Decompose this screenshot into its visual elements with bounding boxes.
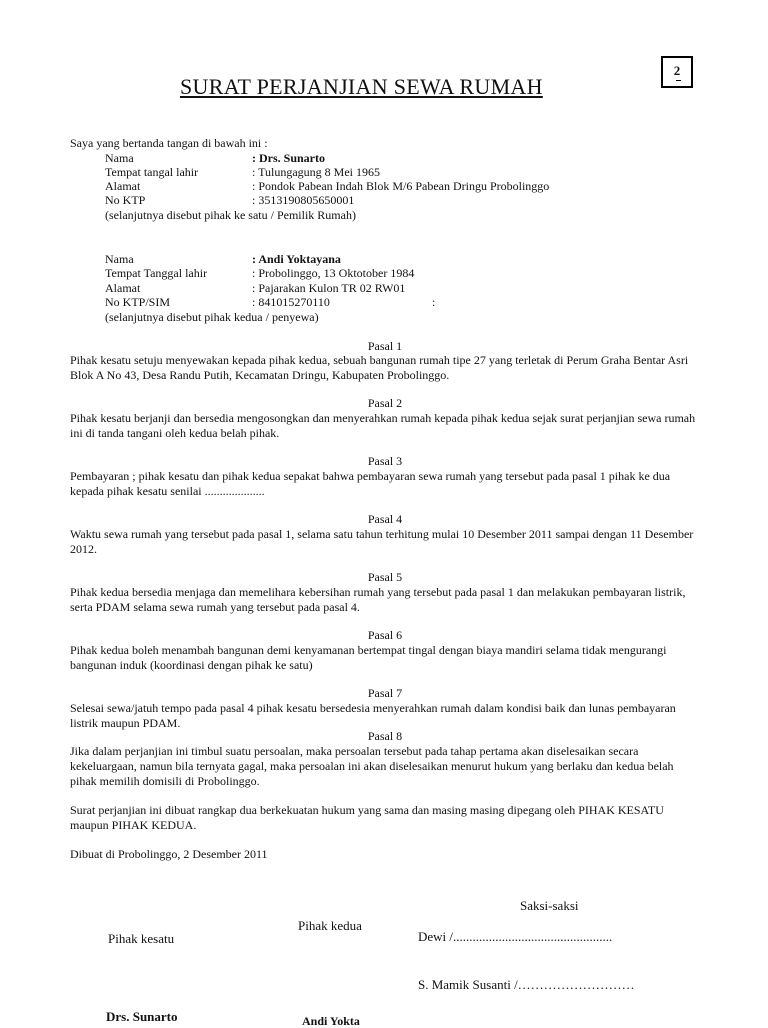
party1-ktp-value: : 3513190805650001	[252, 193, 355, 207]
party2-signature-label: Pihak kedua	[298, 918, 362, 933]
party1-name-label: Nama	[105, 151, 134, 165]
pasal-2-heading: Pasal 2	[367, 396, 403, 410]
place-date: Dibuat di Probolinggo, 2 Desember 2011	[70, 847, 268, 861]
party1-signature-name: Drs. Sunarto	[106, 1009, 178, 1024]
party2-signature-name: Andi Yokta	[302, 1014, 360, 1028]
party2-address-label: Alamat	[105, 281, 141, 295]
party1-signature-label: Pihak kesatu	[108, 931, 175, 946]
pasal-3-text: Pembayaran ; pihak kesatu dan pihak kedua sepakat bahwa pembayaran sewa rumah yang tersebut pada pasal 1 pihak ke dua kepada pihak kesatu senilai ....................	[70, 469, 671, 498]
pasal-3-heading: Pasal 3	[367, 454, 403, 468]
party1-address-label: Alamat	[105, 179, 141, 193]
pasal-6-heading: Pasal 6	[367, 628, 403, 642]
pasal-4-heading: Pasal 4	[367, 512, 403, 526]
party2-birth-label: Tempat Tanggal lahir	[105, 266, 208, 280]
party1-birth-value: : Tulungagung 8 Mei 1965	[252, 165, 381, 179]
pasal-7-text: Selesai sewa/jatuh tempo pada pasal 4 pihak kesatu bersedesia menyerahkan rumah dalam kondisi baik dan lunas pembayaran listrik maupun PDAM.	[70, 701, 676, 730]
pasal-1-heading: Pasal 1	[367, 339, 403, 353]
pasal-2-text: Pihak kesatu berjanji dan bersedia mengosongkan dan menyerahkan rumah kepada pihak kedua sejak surat perjanjian sewa rumah ini di tanda tangani oleh kedua belah pihak.	[70, 411, 696, 440]
witnesses-heading: Saksi-saksi	[520, 898, 579, 913]
party1-address-value: : Pondok Pabean Indah Blok M/6 Pabean Dringu Probolinggo	[252, 179, 550, 193]
pasal-4-text: Waktu sewa rumah yang tersebut pada pasal 1, selama satu tahun terhitung mulai 10 Desember 2011 sampai dengan 11 Desember 2012.	[70, 527, 694, 556]
party2-birth-value: : Probolinggo, 13 Oktotober 1984	[252, 266, 415, 280]
party1-birth-label: Tempat tangal lahir	[105, 165, 199, 179]
pasal-5-heading: Pasal 5	[367, 570, 403, 584]
pasal-7-heading: Pasal 7	[367, 686, 403, 700]
intro-text: Saya yang bertanda tangan di bawah ini :	[70, 136, 268, 150]
closing-text: Surat perjanjian ini dibuat rangkap dua berkekuatan hukum yang sama dan masing masing dipegang oleh PIHAK KESATU maupun PIHAK KEDUA.	[70, 803, 664, 832]
document-title: SURAT PERJANJIAN SEWA RUMAH	[180, 74, 543, 99]
party1-ktp-label: No KTP	[105, 193, 146, 207]
page-number: 2	[673, 63, 681, 78]
pasal-8-text: Jika dalam perjanjian ini timbul suatu persoalan, maka persoalan tersebut pada tahap pertama akan diselesaikan secara kekeluargaan, namun bila ternyata gagal, maka persoalan ini akan diselesaikan menurut hukum yang berlaku dan kedua belah pihak memilih domisili di Probolinggo.	[70, 744, 674, 788]
party2-name-label: Nama	[105, 252, 134, 266]
page-number-underline	[676, 80, 681, 81]
party2-stray-colon: :	[432, 295, 436, 309]
party1-note: (selanjutnya disebut pihak ke satu / Pemilik Rumah)	[105, 208, 356, 222]
party2-ktp-label: No KTP/SIM	[105, 295, 171, 309]
party2-name-value: : Andi Yoktayana	[252, 252, 341, 266]
pasal-1-text: Pihak kesatu setuju menyewakan kepada pihak kedua, sebuah bangunan rumah tipe 27 yang terletak di Perum Graha Bentar Asri Blok A No 43, Desa Randu Putih, Kecamatan Dringu, Kabupaten Probolinggo.	[70, 353, 689, 382]
witness-2-line: S. Mamik Susanti /………………………	[418, 977, 635, 992]
party2-note: (selanjutnya disebut pihak kedua / penyewa)	[105, 310, 319, 324]
party2-ktp-value: : 841015270110	[252, 295, 330, 309]
pasal-5-text: Pihak kedua bersedia menjaga dan memelihara kebersihan rumah yang tersebut pada pasal 1 dan melakukan pembayaran listrik, serta PDAM selama sewa rumah yang tersebut pada pasal 4.	[70, 585, 686, 614]
pasal-8-heading: Pasal 8	[367, 729, 403, 743]
page-number-box	[661, 56, 693, 88]
witness-1-line: Dewi /.................................................	[418, 929, 613, 944]
pasal-6-text: Pihak kedua boleh menambah bangunan demi kenyamanan bertempat tingal dengan biaya mandiri selama tidak mengurangi bangunan induk (koordinasi dengan pihak ke satu)	[70, 643, 667, 672]
party1-name-value: : Drs. Sunarto	[252, 151, 326, 165]
party2-address-value: : Pajarakan Kulon TR 02 RW01	[252, 281, 406, 295]
